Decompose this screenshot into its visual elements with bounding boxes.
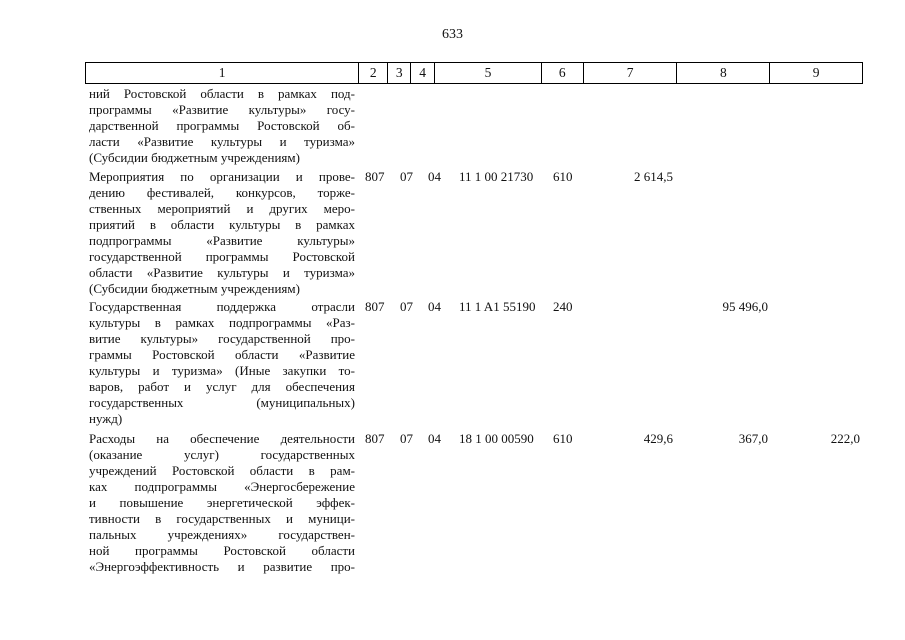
description-line: дарственной программы Ростовской об- xyxy=(89,118,355,133)
description-line: варов, работ и услуг для обеспечения xyxy=(89,379,355,394)
description-line: Расходы на обеспечение деятельности xyxy=(89,431,355,446)
header-col-5: 5 xyxy=(435,63,542,83)
description-line: подпрограммы «Развитие культуры» xyxy=(89,233,355,248)
subsection-code: 04 xyxy=(428,169,441,184)
description-line: нужд) xyxy=(89,411,123,426)
description-line: государственной программы Ростовской xyxy=(89,249,355,264)
row-description xyxy=(89,86,355,166)
description-line: культуры и туризма» (Иные закупки то- xyxy=(89,363,355,378)
description-line: ках подпрограммы «Энергосбережение xyxy=(89,479,355,494)
description-line: учреждений Ростовской области в рам- xyxy=(89,463,355,478)
target-article-code: 11 1 A1 55190 xyxy=(459,299,536,314)
description-line: (Субсидии бюджетным учреждениям) xyxy=(89,281,300,296)
description-line: приятий в области культуры в рамках xyxy=(89,217,355,232)
admin-code: 807 xyxy=(365,169,385,184)
amount-col-8: 95 496,0 xyxy=(722,299,768,314)
expense-type-code: 610 xyxy=(553,431,573,446)
description-line: области «Развитие культуры и туризма» xyxy=(89,265,355,280)
header-col-8: 8 xyxy=(677,63,770,83)
amount-col-7: 2 614,5 xyxy=(634,169,673,184)
description-line: ственных мероприятий и других меро- xyxy=(89,201,355,216)
description-line: ласти «Развитие культуры и туризма» xyxy=(89,134,355,149)
section-code: 07 xyxy=(400,299,413,314)
amount-col-8: 367,0 xyxy=(738,431,768,446)
subsection-code: 04 xyxy=(428,299,441,314)
description-line: граммы Ростовской области «Развитие xyxy=(89,347,355,362)
description-line: ной программы Ростовской области xyxy=(89,543,355,558)
row-description xyxy=(89,169,355,297)
target-article-code: 18 1 00 00590 xyxy=(459,431,534,446)
subsection-code: 04 xyxy=(428,431,441,446)
description-line: тивности в государственных и муници- xyxy=(89,511,355,526)
header-col-1: 1 xyxy=(86,63,359,83)
header-col-4: 4 xyxy=(411,63,435,83)
header-col-3: 3 xyxy=(388,63,411,83)
description-line: дению фестивалей, конкурсов, торже- xyxy=(89,185,355,200)
description-line: пальных учреждениях» государствен- xyxy=(89,527,355,542)
description-line: и повышение энергетической эффек- xyxy=(89,495,355,510)
header-col-9: 9 xyxy=(812,65,820,80)
header-col-6: 6 xyxy=(542,63,584,83)
header-col-2: 2 xyxy=(359,63,388,83)
admin-code: 807 xyxy=(365,299,385,314)
description-line: (оказание услуг) государственных xyxy=(89,447,355,462)
description-line: витие культуры» государственной про- xyxy=(89,331,355,346)
description-line: «Энергоэффективность и развитие про- xyxy=(89,559,355,574)
row-description xyxy=(89,431,355,575)
description-line: (Субсидии бюджетным учреждениям) xyxy=(89,150,300,165)
expense-type-code: 240 xyxy=(553,299,573,314)
target-article-code: 11 1 00 21730 xyxy=(459,169,534,184)
admin-code: 807 xyxy=(365,431,385,446)
section-code: 07 xyxy=(400,431,413,446)
header-col-7: 7 xyxy=(584,63,678,83)
amount-col-9: 222,0 xyxy=(830,431,860,446)
description-line: культуры в рамках подпрограммы «Раз- xyxy=(89,315,355,330)
description-line: Государственная поддержка отрасли xyxy=(89,299,355,314)
description-line: Мероприятия по организации и прове- xyxy=(89,169,355,184)
description-line: государственных (муниципальных) xyxy=(89,395,355,410)
amount-col-7: 429,6 xyxy=(643,431,673,446)
row-description xyxy=(89,299,355,427)
section-code: 07 xyxy=(400,169,413,184)
page-number: 633 xyxy=(442,27,463,42)
description-line: ний Ростовской области в рамках под- xyxy=(89,86,355,101)
table-header xyxy=(85,62,863,84)
description-line: программы «Развитие культуры» госу- xyxy=(89,102,355,117)
expense-type-code: 610 xyxy=(553,169,573,184)
